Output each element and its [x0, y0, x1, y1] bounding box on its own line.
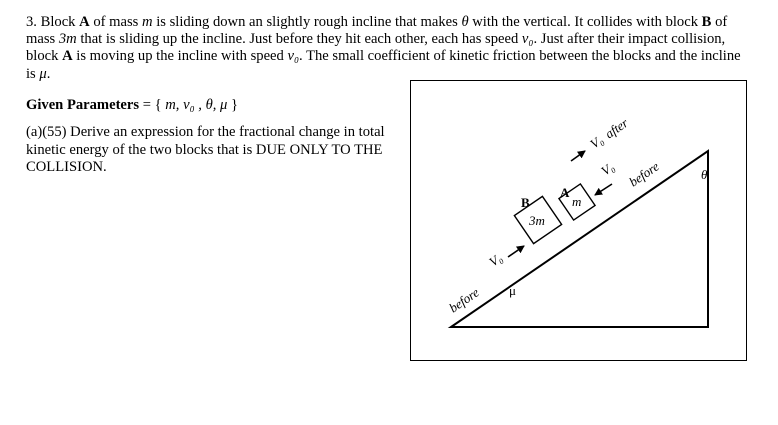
mu-label: μ — [509, 283, 516, 298]
v0-before-a-label: V₀ — [598, 159, 617, 179]
incline-triangle — [451, 151, 708, 327]
speed-symbol: v₀ — [521, 31, 534, 48]
label-after-group — [587, 115, 631, 152]
block-b-mass: 3m — [529, 213, 545, 228]
given-label: Given Parameters — [26, 97, 140, 113]
problem-statement: 3. Block A of mass m is sliding down an slightly rough incline that makes θ with the vertical. It collides with block B of mass 3m that is sliding up the incline. Just before they hit each other, each has speed v₀. Just after their impact collision, block A is moving up the incline with speed v₀. The small coefficient of kinetic friction between the blocks and the incline is μ. — [26, 14, 741, 82]
arrow-after — [571, 151, 585, 161]
mass-a-symbol: m — [142, 14, 153, 30]
block-a-ref: A — [79, 14, 90, 30]
arrow-before-a — [595, 184, 612, 195]
before-label-bottom: before — [446, 284, 482, 316]
theta-symbol: θ — [461, 14, 469, 30]
v0-before-b-label: V₀ — [486, 250, 505, 270]
block-a-mass: m — [572, 194, 582, 209]
part-a-text: (a)(55) Derive an expression for the fractional change in total kinetic energy of the two blocks that is DUE ONLY TO THE COLLISION. — [26, 124, 385, 176]
block-b-tag: B — [521, 195, 530, 210]
after-label: after — [602, 115, 631, 142]
mu-symbol: μ — [39, 65, 47, 82]
incline-figure — [410, 80, 747, 361]
before-label-top: before — [626, 158, 662, 190]
mass-b-symbol: 3m — [58, 31, 77, 48]
given-params: m, v₀ , θ, μ — [165, 97, 228, 113]
incline-diagram — [411, 81, 748, 362]
theta-label: θ — [701, 167, 708, 182]
part-a-question — [26, 124, 406, 177]
arrow-before-b — [508, 246, 524, 257]
speed-symbol-2: v₀ — [287, 48, 300, 65]
given-parameters: Given Parameters = { m, v₀ , θ, μ } — [26, 97, 239, 113]
block-b-ref: B — [701, 14, 712, 30]
block-a-ref-2: A — [62, 48, 73, 65]
block-a-tag: A — [560, 185, 570, 200]
v0-after-label: V₀ — [587, 132, 606, 152]
problem-number: 3. — [26, 14, 37, 30]
